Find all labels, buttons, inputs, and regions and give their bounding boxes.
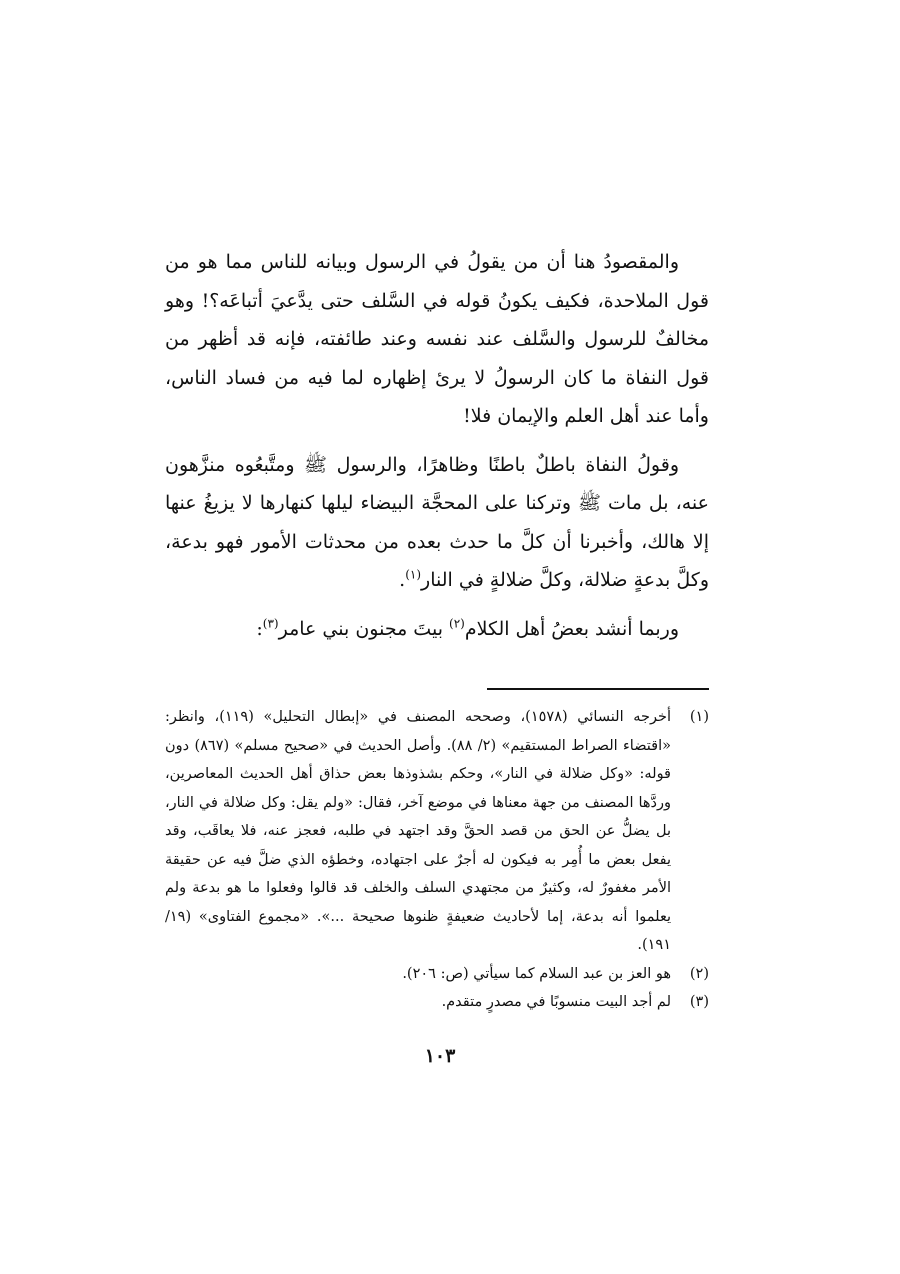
footnote-text: هو العز بن عبد السلام كما سيأتي (ص: ٢٠٦). — [402, 965, 671, 982]
footnote-separator — [487, 688, 709, 690]
footnote-1 — [165, 703, 709, 960]
paragraph-1-text: والمقصودُ هنا أن من يقولُ في الرسول وبيانه للناس مما هو من قول الملاحدة، فكيف يكونُ قوله في السَّلف حتى يدَّعيَ أتباعَه؟! وهو مخالفٌ للرسول والسَّلف عند نفسه وعند طائفته، فإنه قد أظهر من قول النفاة ما كان الرسولُ لا يرئ إظهاره لما فيه من فساد الناس، وأما عند أهل العلم والإيمان فلا! — [165, 251, 709, 427]
footnote-text: لم أجد البيت منسوبًا في مصدرٍ متقدم. — [441, 994, 671, 1010]
paragraph-3-end: : — [256, 617, 263, 640]
footnote-text: أخرجه النسائي (١٥٧٨)، وصححه المصنف في «إبطال التحليل» (١١٩)، وانظر: «اقتضاء الصراط المستقيم» (٢/ ٨٨). وأصل الحديث في «صحيح مسلم» (٨٦٧) دون قوله: «وكل ضلالة في النار»، وحكم بشذوذها بعض حذاق أهل الحديث المعاصرين، وردَّها المصنف من جهة معناها في موضع آخر، فقال: «ولم يقل: وكل ضلالة في النار، بل يضلُّ عن الحق من قصد الحقَّ وقد اجتهد في طلبه، فعجز عنه، فلا يعاقَب، وقد يفعل بعض ما أُمِر به فيكون له أجرٌ على اجتهاده، وخطؤه الذي ضلَّ فيه عن حقيقة الأمر مغفورٌ له، وكثيرٌ من مجتهدي السلف والخلف قد قالوا وفعلوا ما هو بدعة ولم يعلموا أنه بدعة، إما لأحاديث ضعيفةٍ ظنوها صحيحة ...». «مجموع الفتاوى» (١٩/ ١٩١). — [165, 709, 671, 953]
paragraph-3 — [165, 610, 709, 649]
footnotes — [165, 703, 709, 1017]
footnote-2 — [165, 960, 709, 989]
main-text — [165, 243, 709, 648]
paragraph-3-text: وربما أنشد بعضُ أهل الكلام — [464, 617, 679, 640]
paragraph-2-end: . — [399, 569, 406, 591]
paragraph-2 — [165, 446, 709, 600]
footnote-ref-3[interactable]: (٣) — [262, 616, 279, 631]
footnote-3 — [165, 988, 709, 1017]
footnote-ref-2[interactable]: (٢) — [449, 616, 465, 631]
paragraph-2-text: وقولُ النفاة باطلٌ باطنًا وظاهرًا، والرسول ﷺ ومتَّبعُوه منزَّهون عنه، بل مات ﷺ وتركنا على المحجَّة البيضاء ليلها كنهارها لا يزيغُ عنها إلا هالك، وأخبرنا أن كلَّ ما حدث بعده من محدثات الأمور فهو بدعة، وكلَّ بدعةٍ ضلالة، وكلَّ ضلالةٍ في النار — [165, 453, 709, 591]
paragraph-1 — [165, 243, 709, 436]
page-number: ١٠٣ — [424, 1045, 456, 1067]
footnote-number: (١) — [689, 709, 709, 725]
footnote-number: (٢) — [689, 965, 709, 982]
paragraph-3-mid: بيتَ مجنون بني عامر — [278, 617, 450, 640]
footnote-ref-1[interactable]: (١) — [405, 567, 422, 582]
footnote-number: (٣) — [689, 994, 709, 1010]
